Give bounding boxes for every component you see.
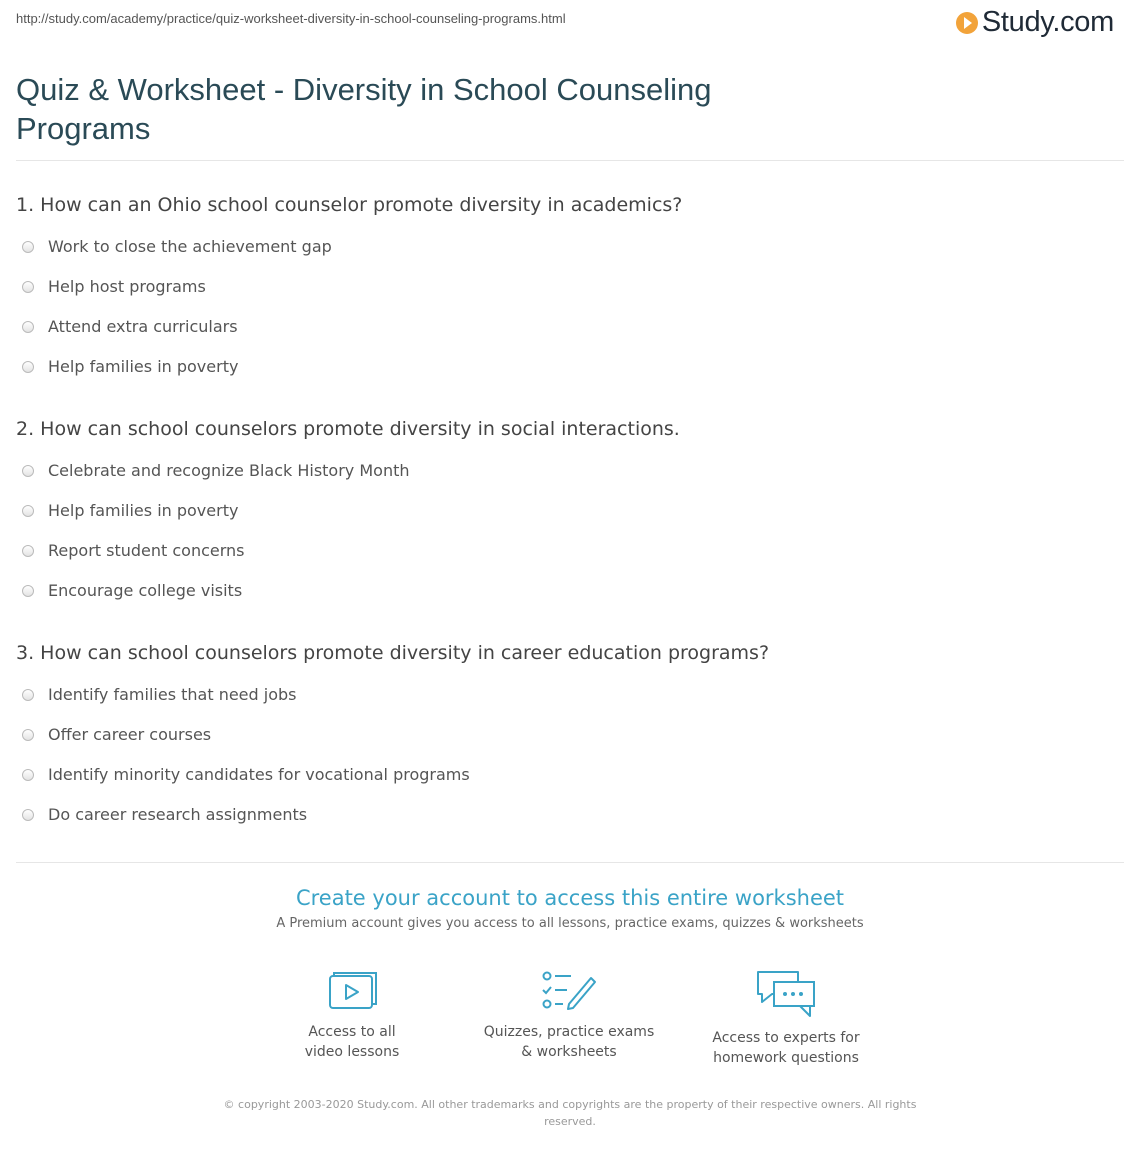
radio-button[interactable] (22, 321, 34, 333)
cta-subtitle: A Premium account gives you access to all lessons, practice exams, quizzes & worksheets (276, 916, 864, 931)
feature-line: Access to experts for (712, 1030, 860, 1046)
feature-line: video lessons (304, 1044, 400, 1060)
feature-quizzes (469, 970, 669, 1062)
radio-button[interactable] (22, 689, 34, 701)
radio-button[interactable] (22, 241, 34, 253)
checklist-icon (541, 970, 597, 1014)
page-url: http://study.com/academy/practice/quiz-worksheet-diversity-in-school-counseling-programs.html (16, 11, 566, 26)
radio-button[interactable] (22, 361, 34, 373)
play-logo-icon (956, 12, 978, 34)
feature-experts (686, 970, 886, 1068)
question-3: 3. How can school counselors promote diversity in career education programs? (16, 642, 770, 664)
answer-label: Report student concerns (48, 541, 245, 560)
answer-label: Identify minority candidates for vocational programs (48, 765, 470, 784)
radio-button[interactable] (22, 585, 34, 597)
answer-option[interactable] (22, 317, 238, 336)
radio-button[interactable] (22, 505, 34, 517)
divider (16, 160, 1124, 161)
radio-button[interactable] (22, 281, 34, 293)
radio-button[interactable] (22, 729, 34, 741)
feature-video-lessons (252, 970, 452, 1062)
answer-option[interactable] (22, 501, 238, 520)
study-logo[interactable] (956, 6, 1114, 39)
answer-option[interactable] (22, 237, 332, 256)
answer-label: Attend extra curriculars (48, 317, 238, 336)
answer-label: Help families in poverty (48, 501, 239, 520)
radio-button[interactable] (22, 809, 34, 821)
copyright-text: © copyright 2003-2020 Study.com. All other trademarks and copyrights are the property of their respective owners. All rights reserved. (223, 1098, 917, 1128)
answer-label: Work to close the achievement gap (48, 237, 332, 256)
feature-line: Quizzes, practice exams (483, 1024, 655, 1040)
answer-option[interactable] (22, 357, 238, 376)
answer-label: Help host programs (48, 277, 206, 296)
logo-text: Study.com (981, 6, 1114, 38)
page-title: Quiz & Worksheet - Diversity in School Counseling Programs (16, 72, 712, 146)
answer-label: Help families in poverty (48, 357, 239, 376)
radio-button[interactable] (22, 545, 34, 557)
feature-line: homework questions (713, 1050, 859, 1066)
answer-option[interactable] (22, 581, 242, 600)
answer-label: Celebrate and recognize Black History Month (48, 461, 410, 480)
answer-label: Identify families that need jobs (48, 685, 297, 704)
divider (16, 862, 1124, 863)
answer-option[interactable] (22, 541, 245, 560)
feature-line: Access to all (308, 1024, 396, 1040)
chat-bubbles-icon (754, 970, 818, 1020)
question-1: 1. How can an Ohio school counselor promote diversity in academics? (16, 194, 683, 216)
radio-button[interactable] (22, 769, 34, 781)
answer-option[interactable] (22, 765, 470, 784)
create-account-link[interactable]: Create your account to access this entire worksheet (295, 886, 845, 910)
answer-label: Offer career courses (48, 725, 212, 744)
question-2: 2. How can school counselors promote diversity in social interactions. (16, 418, 680, 440)
answer-label: Encourage college visits (48, 581, 243, 600)
answer-option[interactable] (22, 461, 410, 480)
feature-line: & worksheets (521, 1044, 617, 1060)
answer-option[interactable] (22, 805, 307, 824)
answer-label: Do career research assignments (48, 805, 308, 824)
answer-option[interactable] (22, 725, 211, 744)
video-lessons-icon (326, 970, 378, 1014)
answer-option[interactable] (22, 685, 296, 704)
answer-option[interactable] (22, 277, 206, 296)
radio-button[interactable] (22, 465, 34, 477)
